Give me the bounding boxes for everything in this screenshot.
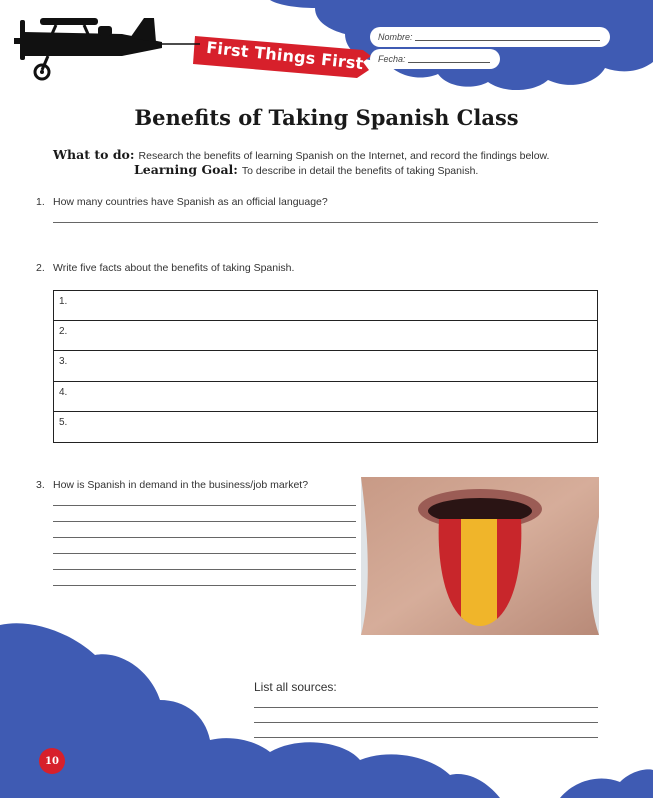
question-text: How is Spanish in demand in the business/job market? bbox=[53, 479, 309, 491]
sources-label: List all sources: bbox=[254, 680, 337, 694]
answer-line[interactable] bbox=[53, 537, 356, 538]
question-3 bbox=[36, 479, 308, 491]
answer-line[interactable] bbox=[53, 553, 356, 554]
fact-number: 4. bbox=[59, 386, 68, 398]
fact-row[interactable] bbox=[54, 321, 597, 351]
fact-row[interactable] bbox=[54, 382, 597, 412]
answer-line[interactable] bbox=[53, 521, 356, 522]
fact-row[interactable] bbox=[54, 291, 597, 321]
question-1 bbox=[36, 196, 328, 208]
bottom-right-cloud bbox=[560, 769, 653, 798]
what-to-do bbox=[53, 147, 549, 162]
facts-table bbox=[53, 290, 598, 443]
fact-number: 2. bbox=[59, 326, 68, 338]
sources-line[interactable] bbox=[254, 737, 598, 738]
question-number: 2. bbox=[36, 262, 45, 274]
fact-number: 1. bbox=[59, 296, 68, 307]
airplane-icon bbox=[12, 12, 202, 84]
answer-line[interactable] bbox=[53, 222, 598, 223]
question-text: How many countries have Spanish as an official language? bbox=[53, 196, 328, 208]
learning-goal-key: Learning Goal: bbox=[134, 162, 238, 177]
fact-row[interactable] bbox=[54, 412, 597, 442]
question-2 bbox=[36, 262, 294, 274]
fact-row[interactable] bbox=[54, 351, 597, 381]
question-number: 1. bbox=[36, 196, 45, 208]
what-to-do-text: Research the benefits of learning Spanish on the Internet, and record the findings below. bbox=[138, 150, 550, 162]
answer-line[interactable] bbox=[53, 585, 356, 586]
what-to-do-key: What to do: bbox=[53, 147, 135, 162]
question-text: Write five facts about the benefits of taking Spanish. bbox=[53, 262, 295, 274]
date-label: Fecha: bbox=[378, 54, 406, 64]
date-field[interactable] bbox=[370, 49, 500, 69]
question-number: 3. bbox=[36, 479, 45, 491]
answer-line[interactable] bbox=[53, 569, 356, 570]
name-label: Nombre: bbox=[378, 32, 413, 42]
bottom-cloud bbox=[0, 623, 500, 798]
spanish-flag-tongue-photo bbox=[361, 477, 599, 635]
banner-text: First Things First bbox=[205, 37, 365, 74]
name-field[interactable] bbox=[370, 27, 610, 47]
learning-goal bbox=[134, 162, 478, 177]
page-number: 10 bbox=[39, 748, 65, 774]
sources-line[interactable] bbox=[254, 707, 598, 708]
sources-line[interactable] bbox=[254, 722, 598, 723]
page-title: Benefits of Taking Spanish Class bbox=[134, 105, 519, 130]
learning-goal-text: To describe in detail the benefits of taking Spanish. bbox=[241, 165, 479, 177]
answer-line[interactable] bbox=[53, 505, 356, 506]
fact-number: 5. bbox=[59, 416, 68, 428]
fact-number: 3. bbox=[59, 356, 68, 368]
